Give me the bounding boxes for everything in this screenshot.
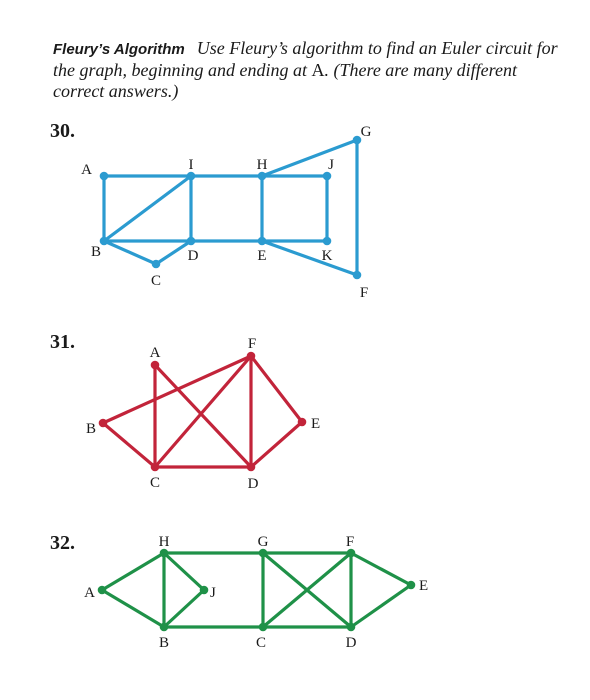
- vertex-label-B: B: [90, 244, 102, 260]
- vertex-C: [152, 260, 161, 269]
- edge-E-D: [251, 422, 302, 467]
- edge-I-B: [104, 176, 191, 241]
- edge-A-B: [102, 590, 164, 627]
- vertex-label-I: I: [188, 157, 194, 173]
- vertex-J: [200, 586, 209, 595]
- vertex-label-H: H: [256, 157, 268, 173]
- vertex-D: [247, 463, 256, 472]
- edge-C-D: [156, 241, 191, 264]
- vertex-label-H: H: [158, 534, 170, 550]
- graph-2: [50, 331, 320, 492]
- vertex-label-J: J: [210, 585, 216, 601]
- vertex-label-A: A: [81, 162, 92, 178]
- vertex-label-C: C: [150, 273, 162, 289]
- vertex-label-B: B: [158, 635, 170, 651]
- vertex-B: [99, 419, 108, 428]
- edge-B-C: [104, 241, 156, 264]
- instructions-text-end: . (There are many different correct answers.): [53, 60, 517, 101]
- vertex-C: [259, 623, 268, 632]
- vertex-A: [151, 361, 160, 370]
- vertex-label-F: F: [345, 534, 355, 550]
- vertex-A: [98, 586, 107, 595]
- vertex-label-C: C: [149, 475, 161, 491]
- vertex-E: [407, 581, 416, 590]
- instructions-text-start: Use Fleury’s algorithm to find an Euler circuit for the graph, beginning and ending at: [53, 38, 558, 80]
- edge-H-J: [164, 553, 204, 590]
- edge-F-E: [262, 241, 357, 275]
- edge-F-E: [251, 356, 302, 422]
- vertex-B: [160, 623, 169, 632]
- vertex-label-G: G: [360, 124, 372, 140]
- vertex-label-G: G: [257, 534, 269, 550]
- edge-B-C: [103, 423, 155, 467]
- edge-H-G: [262, 140, 357, 176]
- vertex-label-E: E: [419, 578, 429, 594]
- graph-1: [50, 120, 372, 301]
- edge-J-B: [164, 590, 204, 627]
- vertex-label-D: D: [247, 476, 259, 492]
- vertex-label-K: K: [321, 248, 333, 264]
- problem-number: 32.: [50, 532, 75, 554]
- vertex-E: [298, 418, 307, 427]
- vertex-label-D: D: [187, 248, 199, 264]
- vertex-label-A: A: [84, 585, 95, 601]
- vertex-F: [353, 271, 362, 280]
- vertex-label-F: F: [359, 285, 369, 301]
- vertex-label-A: A: [149, 345, 161, 361]
- vertex-F: [247, 352, 256, 361]
- vertex-label-C: C: [255, 635, 267, 651]
- edge-F-E: [351, 553, 411, 585]
- edge-E-D: [351, 585, 411, 627]
- edge-B-F: [103, 356, 251, 423]
- section-heading: Fleury’s Algorithm: [53, 41, 185, 58]
- vertex-A: [100, 172, 109, 181]
- vertex-D: [347, 623, 356, 632]
- vertex-label-B: B: [85, 421, 96, 437]
- vertex-E: [258, 237, 267, 246]
- vertex-label-D: D: [345, 635, 357, 651]
- vertex-label-E: E: [257, 248, 267, 264]
- vertex-label-F: F: [247, 336, 257, 352]
- problem-number: 31.: [50, 331, 75, 353]
- edge-A-H: [102, 553, 164, 590]
- vertex-C: [151, 463, 160, 472]
- vertex-label-J: J: [328, 157, 334, 173]
- start-vertex-reference: A: [311, 60, 325, 80]
- graph-3: [50, 532, 428, 651]
- vertex-K: [323, 237, 332, 246]
- vertex-label-E: E: [311, 416, 321, 432]
- vertex-D: [187, 237, 196, 246]
- problem-number: 30.: [50, 120, 75, 142]
